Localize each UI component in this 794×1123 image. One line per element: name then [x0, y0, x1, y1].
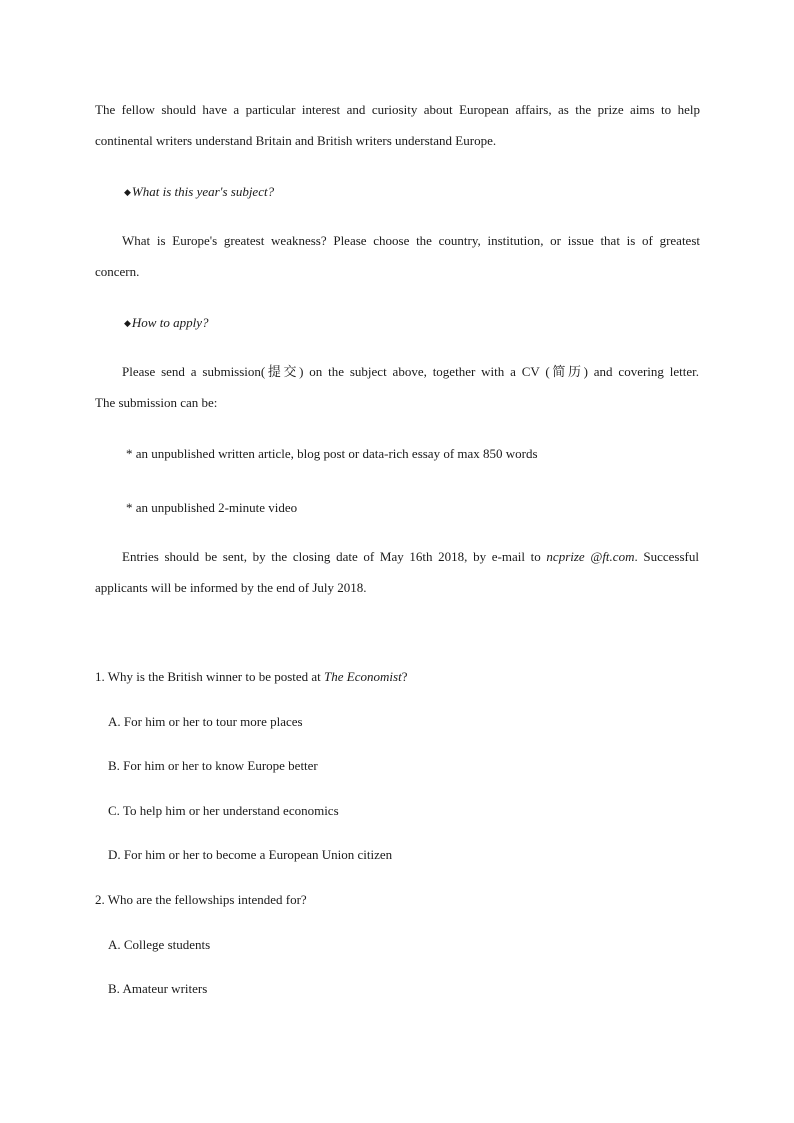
question-stem: 2. Who are the fellowships intended for? [95, 892, 307, 907]
question-stem-text: 1. Why is the British winner to be posted at [95, 669, 325, 684]
apply-heading-text: How to apply? [131, 315, 209, 330]
paragraph-line: concern. [95, 264, 140, 279]
submission-item: * an unpublished 2-minute video [126, 500, 298, 515]
answer-option: D. For him or her to become a European Union citizen [108, 847, 393, 862]
paragraph-line: Please send a submission(提交) on the subject above, together with a CV (简历) and covering letter. [122, 364, 699, 379]
answer-option: B. Amateur writers [108, 981, 208, 996]
answer-option: A. For him or her to tour more places [108, 714, 303, 729]
paragraph-line [122, 549, 699, 565]
submission-item: * an unpublished written article, blog post or data-rich essay of max 850 words [126, 446, 538, 461]
entries-text: Entries should be sent, by the closing date of May 16th 2018, by e-mail to [122, 549, 547, 564]
answer-option: A. College students [108, 937, 211, 952]
paragraph-line: The fellow should have a particular interest and curiosity about European affairs, as the prize aims to help [95, 102, 700, 117]
paragraph-line: The submission can be: [95, 395, 218, 410]
email-address: ncprize @ft.com [546, 549, 635, 564]
entries-text-end: . Successful [634, 549, 699, 564]
publication-title: The Economist [324, 669, 402, 684]
question-stem [95, 669, 407, 685]
diamond-bullet-icon: ◆ [124, 187, 131, 197]
diamond-bullet-icon: ◆ [124, 318, 131, 328]
paragraph-line: applicants will be informed by the end of July 2018. [95, 580, 367, 595]
subject-heading [124, 184, 274, 201]
answer-option: B. For him or her to know Europe better [108, 758, 318, 773]
apply-heading [124, 315, 208, 332]
paragraph-line: continental writers understand Britain and British writers understand Europe. [95, 133, 497, 148]
paragraph-line: What is Europe's greatest weakness? Please choose the country, institution, or issue that is of greatest [122, 233, 700, 248]
question-stem-end: ? [401, 669, 408, 684]
subject-heading-text: What is this year's subject? [131, 184, 275, 199]
answer-option: C. To help him or her understand economics [108, 803, 339, 818]
